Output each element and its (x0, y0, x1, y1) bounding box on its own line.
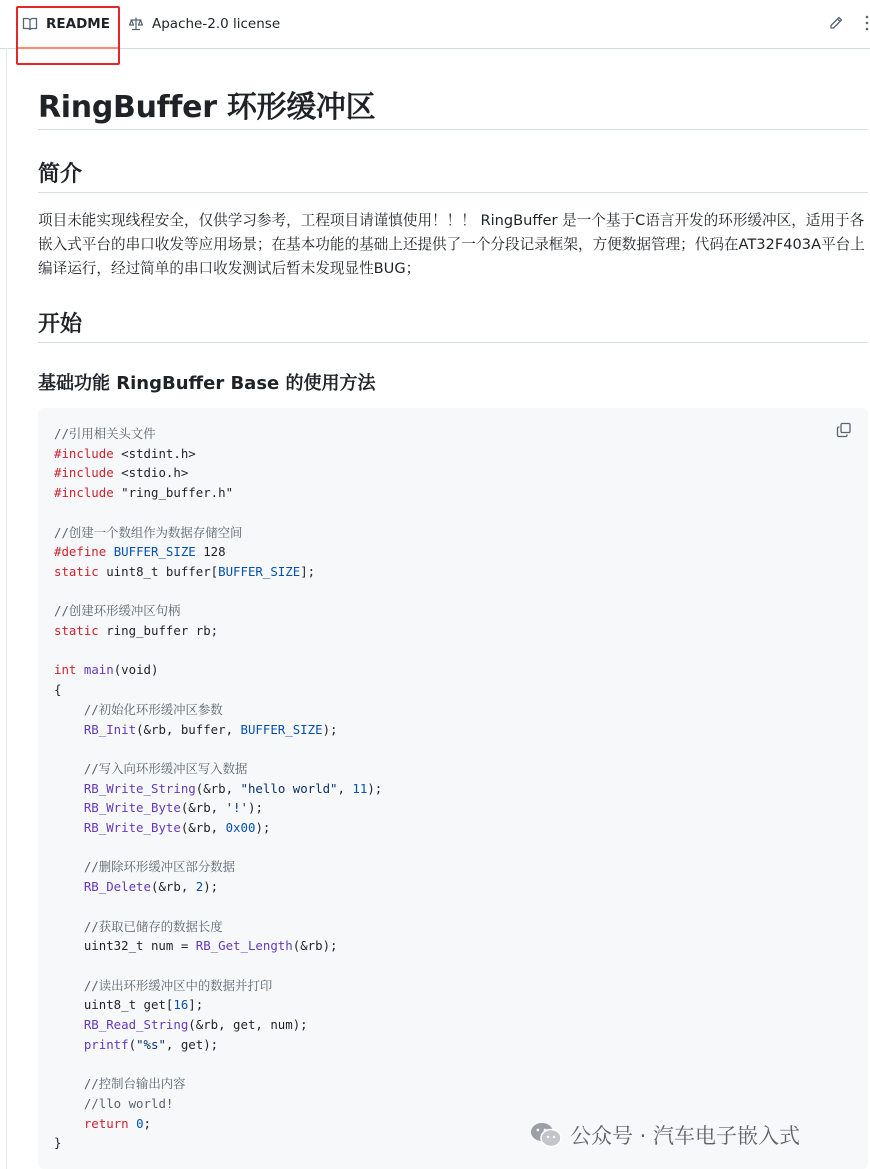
tab-license[interactable] (128, 0, 280, 48)
wechat-icon (530, 1121, 562, 1149)
tab-readme-label: README (46, 16, 110, 32)
intro-divider (38, 192, 868, 193)
kebab-icon[interactable] (864, 14, 870, 32)
code-content: //引用相关头文件 #include <stdint.h> #include <stdio.h> #include "ring_buffer.h" //创建一个数组作为数据存储空间 #define BUFFER_SIZE 128 static uint8_t buffer[BUFFER_SIZE]; //创建环形缓冲区句柄 static ring_buffer rb; int main(void) { //初始化环形缓冲区参数 RB_Init(&rb, buffer, BUFFER_SIZE); //写入向环形缓冲区写入数据 RB_Write_String(&rb, "hello world", 11); RB_Write_Byte(&rb, '!'); RB_Write_Byte(&rb, 0x00); //删除环形缓冲区部分数据 RB_Delete(&rb, 2); //获取已储存的数据长度 uint32_t num = RB_Get_Length(&rb); //读出环形缓冲区中的数据并打印 uint8_t get[16]; RB_Read_String(&rb, get, num); printf("%s", get); //控制台输出内容 //llo world! return 0; } (54, 426, 383, 1151)
watermark (530, 1120, 800, 1150)
watermark-text: 公众号 · 汽车电子嵌入式 (570, 1124, 801, 1148)
readme-tab-bar (0, 0, 870, 49)
section-title-intro: 简介 (38, 162, 83, 187)
scale-icon (128, 16, 144, 32)
tab-license-label: Apache-2.0 license (152, 16, 281, 32)
title-divider (38, 129, 868, 130)
section-title-start: 开始 (38, 312, 83, 337)
content-border (6, 48, 7, 1169)
section-title-basic-usage: 基础功能 RingBuffer Base 的使用方法 (38, 373, 376, 394)
start-divider (38, 342, 868, 343)
copy-icon[interactable] (836, 422, 852, 438)
intro-paragraph: 项目未能实现线程安全，仅供学习参考，工程项目请谨慎使用！！！ RingBuffer 是一个基于C语言开发的环形缓冲区，适用于各嵌入式平台的串口收发等应用场景；在基本功能的基础上还提供了一个分段记录框架，方便数据管理；代码在AT32F403A平台上编译运行，经过简单的串口收发测试后暂未发现显性BUG； (38, 212, 865, 277)
red-highlight-box (16, 6, 120, 65)
pencil-icon[interactable] (828, 15, 844, 31)
code-block (38, 408, 868, 1169)
page-title: RingBuffer 环形缓冲区 (38, 90, 376, 125)
